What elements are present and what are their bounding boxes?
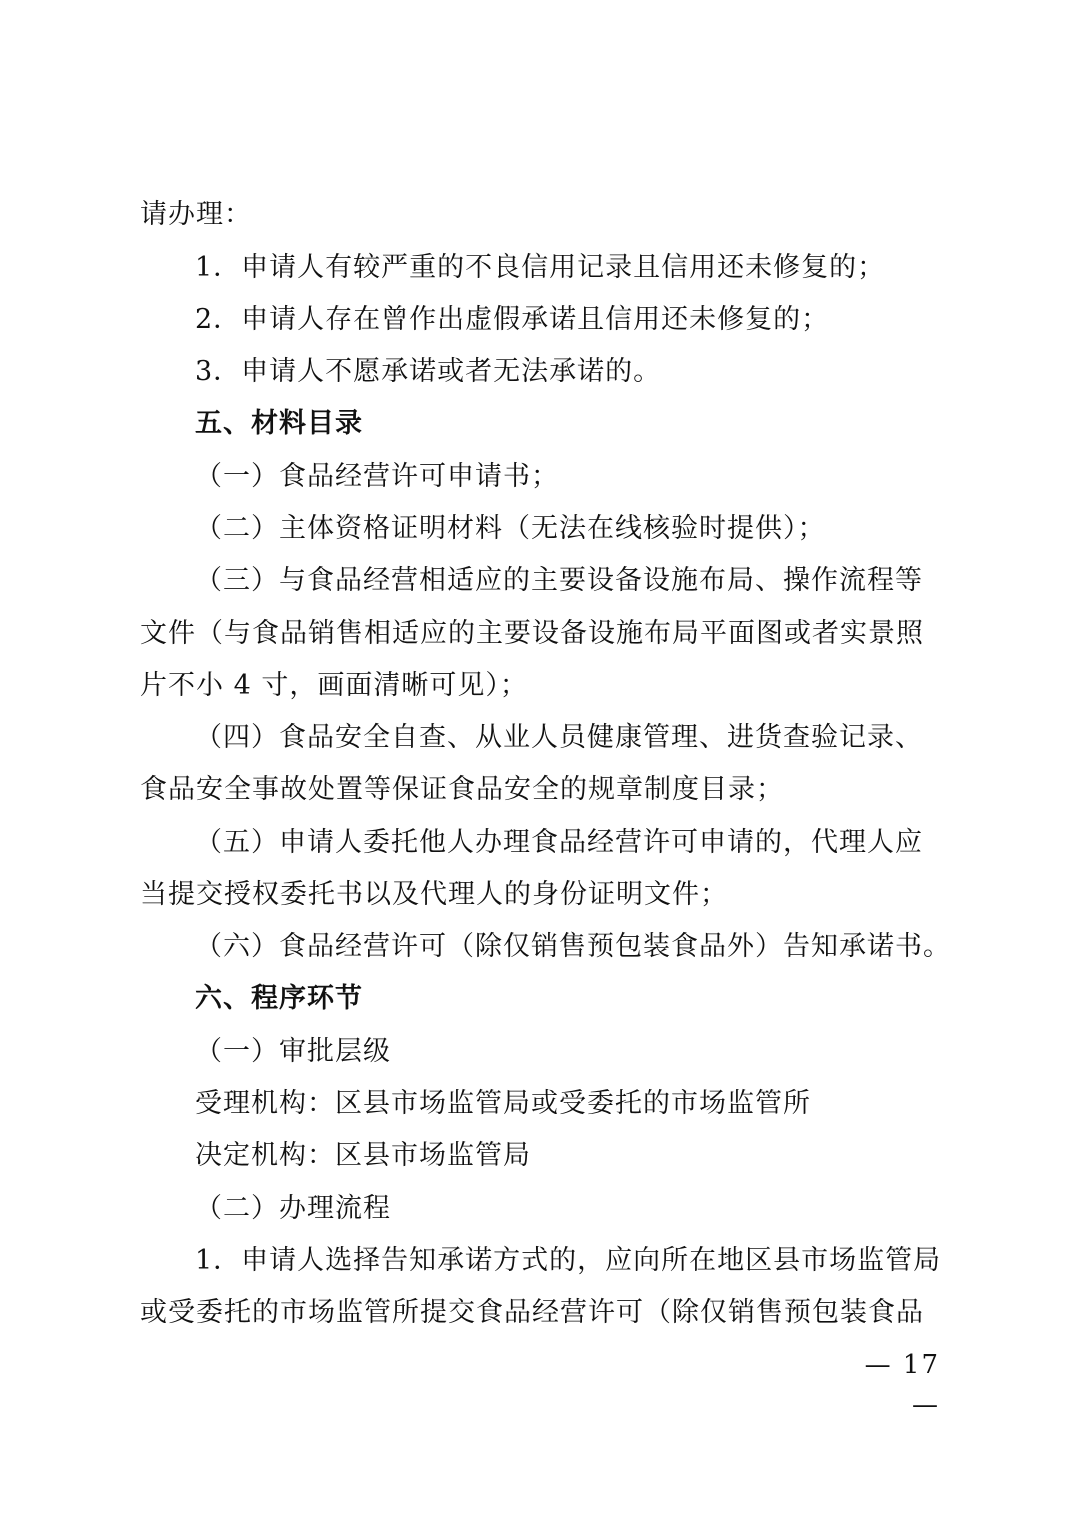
- paragraph-line: 片不小 4 寸，画面清晰可见）；: [140, 670, 528, 701]
- paragraph-line: 决定机构：区县市场监管局: [195, 1140, 531, 1171]
- list-item: 1．申请人有较严重的不良信用记录且信用还未修复的；: [195, 252, 886, 283]
- list-item: 2．申请人存在曾作出虚假承诺且信用还未修复的；: [195, 304, 830, 335]
- list-item: 3．申请人不愿承诺或者无法承诺的。: [195, 356, 662, 387]
- list-item: （五）申请人委托他人办理食品经营许可申请的，代理人应: [195, 827, 923, 858]
- page-number: — 17 —: [864, 1350, 940, 1420]
- sub-heading: （一）审批层级: [195, 1036, 391, 1067]
- list-item: （一）食品经营许可申请书；: [195, 461, 559, 492]
- paragraph-line: 受理机构：区县市场监管局或受委托的市场监管所: [195, 1088, 811, 1119]
- paragraph-line: 食品安全事故处置等保证食品安全的规章制度目录；: [140, 774, 784, 805]
- section-heading: 五、材料目录: [195, 408, 363, 439]
- list-item: 1．申请人选择告知承诺方式的，应向所在地区县市场监管局: [195, 1245, 942, 1276]
- paragraph-line: 文件（与食品销售相适应的主要设备设施布局平面图或者实景照: [140, 618, 924, 649]
- list-item: （三）与食品经营相适应的主要设备设施布局、操作流程等: [195, 565, 923, 596]
- section-heading: 六、程序环节: [195, 983, 363, 1014]
- list-item: （六）食品经营许可（除仅销售预包装食品外）告知承诺书。: [195, 931, 951, 962]
- paragraph-line: 请办理：: [140, 199, 252, 230]
- paragraph-line: 或受委托的市场监管所提交食品经营许可（除仅销售预包装食品: [140, 1297, 924, 1328]
- list-item: （二）主体资格证明材料（无法在线核验时提供）；: [195, 513, 826, 544]
- list-item: （四）食品安全自查、从业人员健康管理、进货查验记录、: [195, 722, 923, 753]
- sub-heading: （二）办理流程: [195, 1193, 391, 1224]
- paragraph-line: 当提交授权委托书以及代理人的身份证明文件；: [140, 879, 728, 910]
